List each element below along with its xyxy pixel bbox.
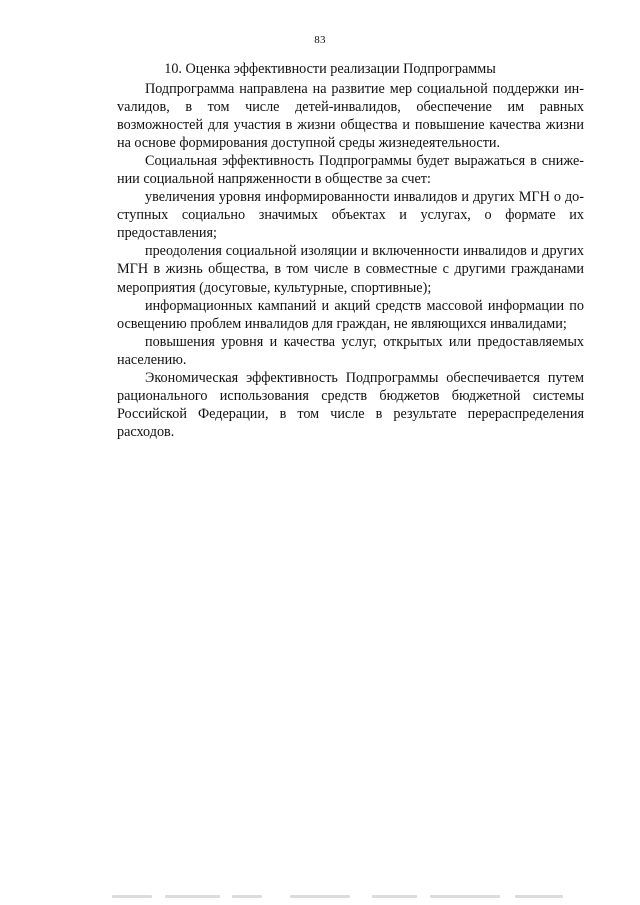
bleed-mark <box>372 895 417 898</box>
paragraph-item-awareness: увеличения уровня информированности инвалидов и других МГН о доступных социально значимых объектах и услугах, о формате их предоставления; <box>117 189 584 242</box>
paragraph-item-services: повышения уровня и качества услуг, открытых или предоставляемых населению. <box>117 333 584 368</box>
bleed-mark <box>112 895 152 898</box>
bleed-mark <box>290 895 350 898</box>
bleed-mark <box>232 895 262 898</box>
paragraph-economic-effect: Экономическая эффективность Подпрограммы обеспечивается путем рационального использования средств бюджетов бюджетной системы Российской Федерации, в том числе в результате перераспределения расходов. <box>117 369 584 440</box>
section-heading: 10. Оценка эффективности реализации Подпрограммы <box>164 61 496 77</box>
bleed-mark <box>430 895 500 898</box>
paragraph-social-effect: Социальная эффективность Подпрограммы будет выражаться в снижении социальной напряженности в обществе за счет: <box>117 153 584 188</box>
section-body <box>117 80 584 441</box>
bleed-mark <box>165 895 220 898</box>
page-number: 83 <box>314 34 326 46</box>
bleed-mark <box>515 895 563 898</box>
paragraph-item-isolation: преодоления социальной изоляции и включенности инвалидов и других МГН в жизнь общества, в том числе в совместные с другими гражданами мероприятия (досуговые, культурные, спортивные); <box>117 243 584 296</box>
paragraph-item-media: информационных кампаний и акций средств массовой информации по освещению проблем инвалидов для граждан, не являющихся инвалидами; <box>117 297 584 332</box>
bleed-through-strip <box>0 893 640 905</box>
paragraph-intro: Подпрограмма направлена на развитие мер социальной поддержки инvалидов, в том числе детей-инвалидов, обеспечение им равных возможностей для участия в жизни общества и повышение качества жизни на основе формирования доступной среды жизнедеятельности. <box>117 81 584 152</box>
